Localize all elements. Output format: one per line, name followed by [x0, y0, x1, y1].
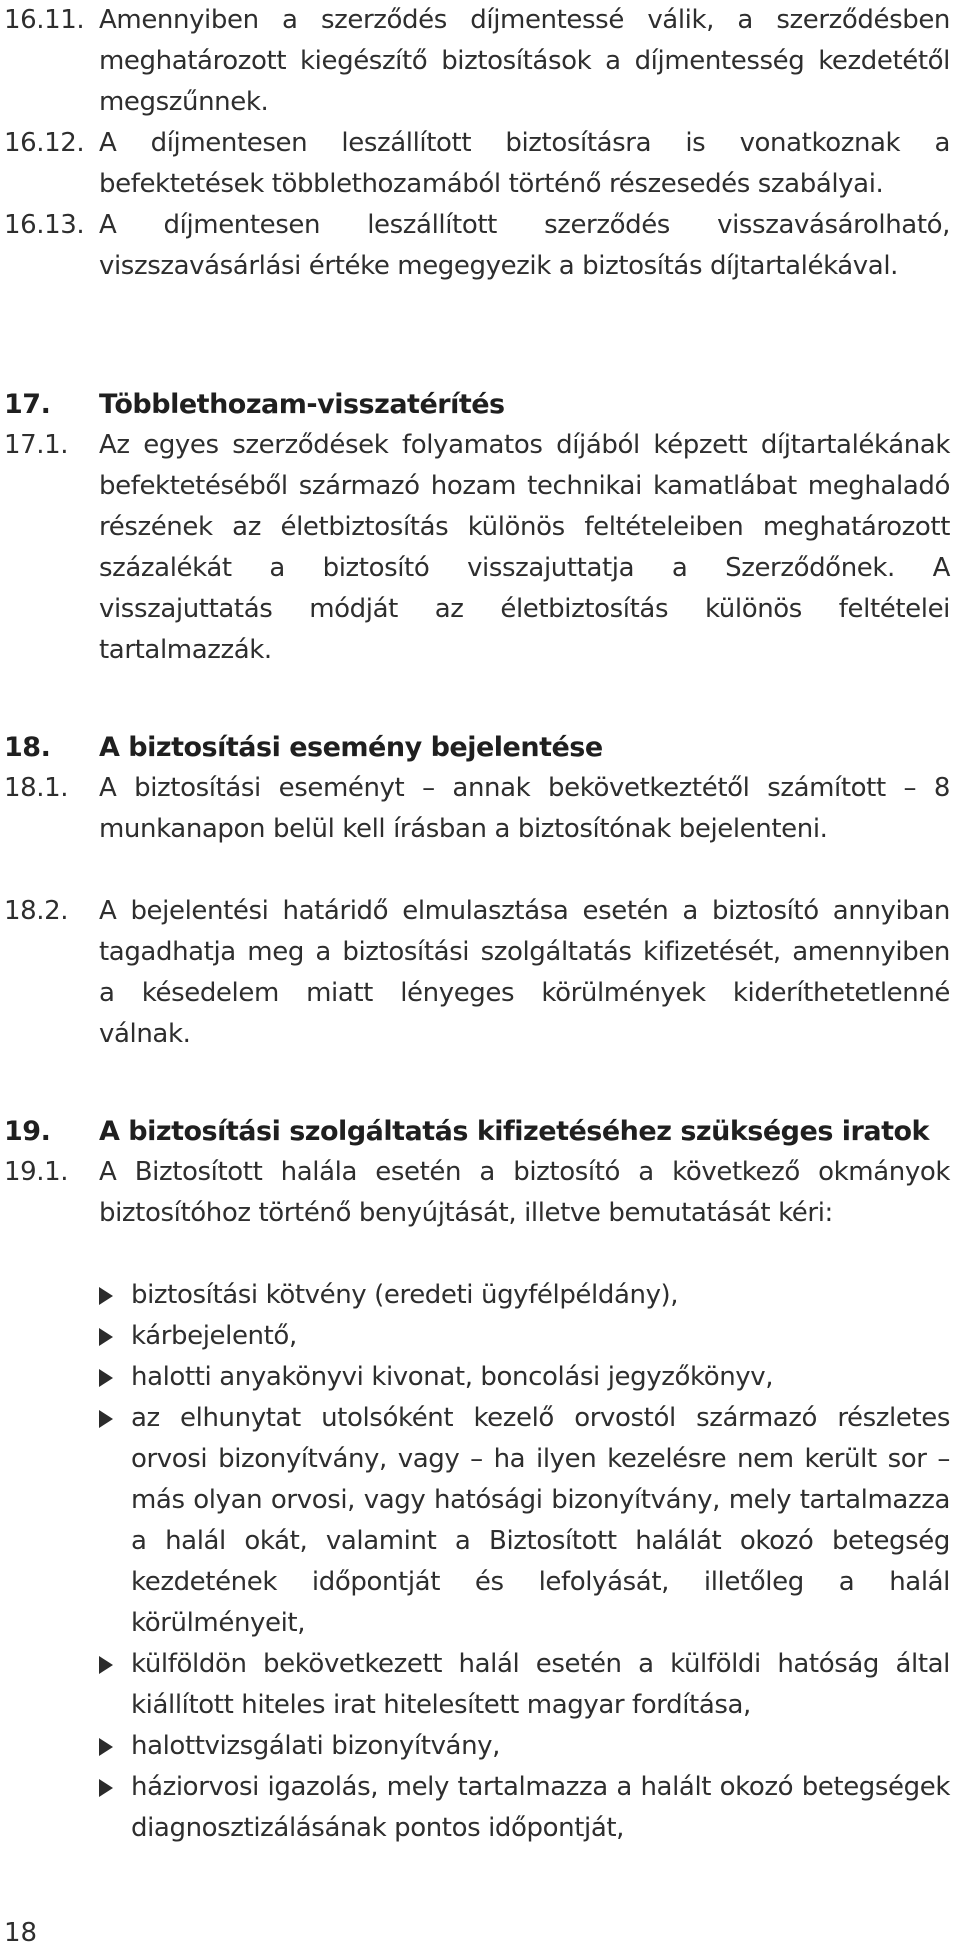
triangle-bullet-icon: [99, 1656, 113, 1674]
list-item: [0, 1726, 960, 1767]
paragraph-number: 19.1.: [4, 1157, 69, 1187]
paragraph-number: 18.1.: [4, 773, 69, 803]
paragraph-text: Az egyes szerződések folyamatos díjából képzett díjtartalékának befektetéséből származó hozam technikai kamatlábat meghaladó részének az életbiztosítás különös feltételeiben meghatározott százalékát a biztosító visszajuttatja a Szerződőnek. A visszajuttatás módját az életbiztosítás különös feltételei tartalmazzák.: [99, 430, 950, 665]
list-item: [0, 1644, 960, 1726]
paragraph-text: Amennyiben a szerződés díjmentessé válik, a szerződésben meghatározott kiegészítő biztosítások a díjmentesség kezdetétől megszűnnek.: [99, 5, 950, 117]
section-number: 18.: [4, 732, 51, 763]
required-documents-list: [0, 1275, 960, 1849]
paragraph-text: A Biztosított halála esetén a biztosító a következő okmányok biztosítóhoz történő benyújtását, illetve bemutatását kéri:: [99, 1157, 950, 1228]
paragraph-text: A biztosítási eseményt – annak bekövetkeztétől számított – 8 munkanapon belül kell írásban a biztosítónak bejelenteni.: [99, 773, 950, 844]
section-title: Többlethozam-visszatérítés: [99, 389, 505, 420]
list-item-text: kárbejelentő,: [131, 1321, 297, 1351]
list-item-text: biztosítási kötvény (eredeti ügyfélpéldány),: [131, 1280, 679, 1310]
list-item-text: háziorvosi igazolás, mely tartalmazza a halált okozó betegségek diagnosztizálásának pontos időpontját,: [131, 1772, 950, 1843]
paragraph-number: 16.13.: [4, 210, 85, 240]
triangle-bullet-icon: [99, 1779, 113, 1797]
paragraph-number: 16.11.: [4, 5, 85, 35]
section-title: A biztosítási szolgáltatás kifizetéséhez szükséges iratok: [99, 1116, 929, 1147]
paragraph-text: A bejelentési határidő elmulasztása esetén a biztosító annyiban tagadhatja meg a biztosítási szolgáltatás kifizetését, amennyiben a késedelem miatt lényeges körülmények kideríthetetlenné válnak.: [99, 896, 950, 1049]
page-number: 18: [4, 1918, 38, 1948]
triangle-bullet-icon: [99, 1738, 113, 1756]
paragraph-text: A díjmentesen leszállított biztosításra is vonatkoznak a befektetések többlethozamából történő részesedés szabályai.: [99, 128, 950, 199]
list-item-text: az elhunytat utolsóként kezelő orvostól származó részletes orvosi bizonyítvány, vagy – ha ilyen kezelésre nem került sor – más olyan orvosi, vagy hatósági bizonyítvány, mely tartalmazza a halál okát, valamint a Biztosított halálát okozó betegség kezdetének időpontját és lefolyását, illetőleg a halál körülményeit,: [131, 1403, 950, 1638]
list-item-text: halottvizsgálati bizonyítvány,: [131, 1731, 501, 1761]
section-number: 19.: [4, 1116, 51, 1147]
triangle-bullet-icon: [99, 1328, 113, 1346]
paragraph-number: 18.2.: [4, 896, 69, 926]
section-title: A biztosítási esemény bejelentése: [99, 732, 603, 763]
triangle-bullet-icon: [99, 1369, 113, 1387]
list-item: [0, 1357, 960, 1398]
list-item: [0, 1767, 960, 1849]
list-item: [0, 1316, 960, 1357]
section-number: 17.: [4, 389, 51, 420]
triangle-bullet-icon: [99, 1410, 113, 1428]
list-item: [0, 1398, 960, 1644]
paragraph-number: 17.1.: [4, 430, 69, 460]
triangle-bullet-icon: [99, 1287, 113, 1305]
list-item-text: halotti anyakönyvi kivonat, boncolási jegyzőkönyv,: [131, 1362, 774, 1392]
paragraph-number: 16.12.: [4, 128, 85, 158]
paragraph-text: A díjmentesen leszállított szerződés visszavásárolható, viszszavásárlási értéke megegyezik a biztosítás díjtartalékával.: [99, 210, 950, 281]
list-item-text: külföldön bekövetkezett halál esetén a külföldi hatóság által kiállított hiteles irat hitelesített magyar fordítása,: [131, 1649, 950, 1720]
list-item: [0, 1275, 960, 1316]
